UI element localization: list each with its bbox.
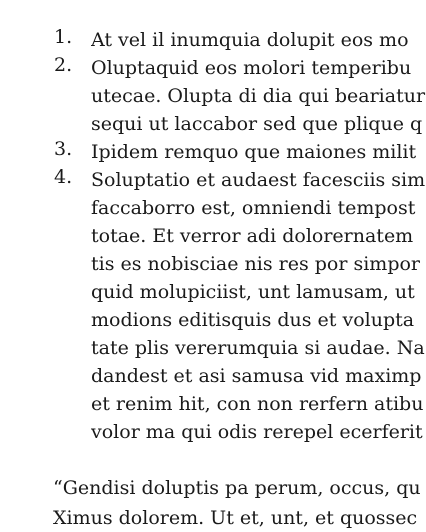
list-item-number: 4. [54, 166, 73, 188]
list-item-line: Oluptaquid eos molori temperibu [91, 57, 412, 79]
list-item-line: Soluptatio et audaest facesciis sim [91, 169, 426, 191]
list-item-line: volor ma qui odis rerepel ecerferit [91, 421, 423, 443]
list-item-line: tis es nobisciae nis res por simpor [91, 253, 421, 275]
list-item-number: 1. [54, 26, 73, 48]
body-paragraph [53, 474, 426, 502]
list-item-line: utecae. Olupta di dia qui beariatur [91, 85, 426, 107]
list-item-line: totae. Et verror adi dolorernatem [91, 225, 414, 247]
list-item [0, 166, 426, 446]
paragraph-line: Ximus dolorem. Ut et, unt, et quossec [53, 507, 418, 529]
list-item-number: 2. [54, 54, 73, 76]
list-item-line: At vel il inumquia dolupit eos mo [91, 29, 409, 51]
numbered-list [0, 26, 426, 446]
list-item-line: faccaborro est, omniendi tempost [91, 197, 416, 219]
list-item-line: Ipidem remquo que maiones milit [91, 141, 417, 163]
list-item-line: dandest et asi samusa vid maximp [91, 365, 422, 387]
body-paragraph [53, 504, 426, 532]
list-item-line: et renim hit, con non rerfern atibu [91, 393, 424, 415]
list-item-number: 3. [54, 138, 73, 160]
list-item-line: modions editisquis dus et volupta [91, 309, 415, 331]
list-item [0, 26, 426, 54]
list-item [0, 54, 426, 138]
paragraph-line: “Gendisi doluptis pa perum, occus, qu [53, 477, 421, 499]
list-item-line: sequi ut laccabor sed que plique q [91, 113, 423, 135]
list-item-line: tate plis vererumquia si audae. Na [91, 337, 425, 359]
list-item-line: quid molupiciist, unt lamusam, ut [91, 281, 415, 303]
list-item [0, 138, 426, 166]
